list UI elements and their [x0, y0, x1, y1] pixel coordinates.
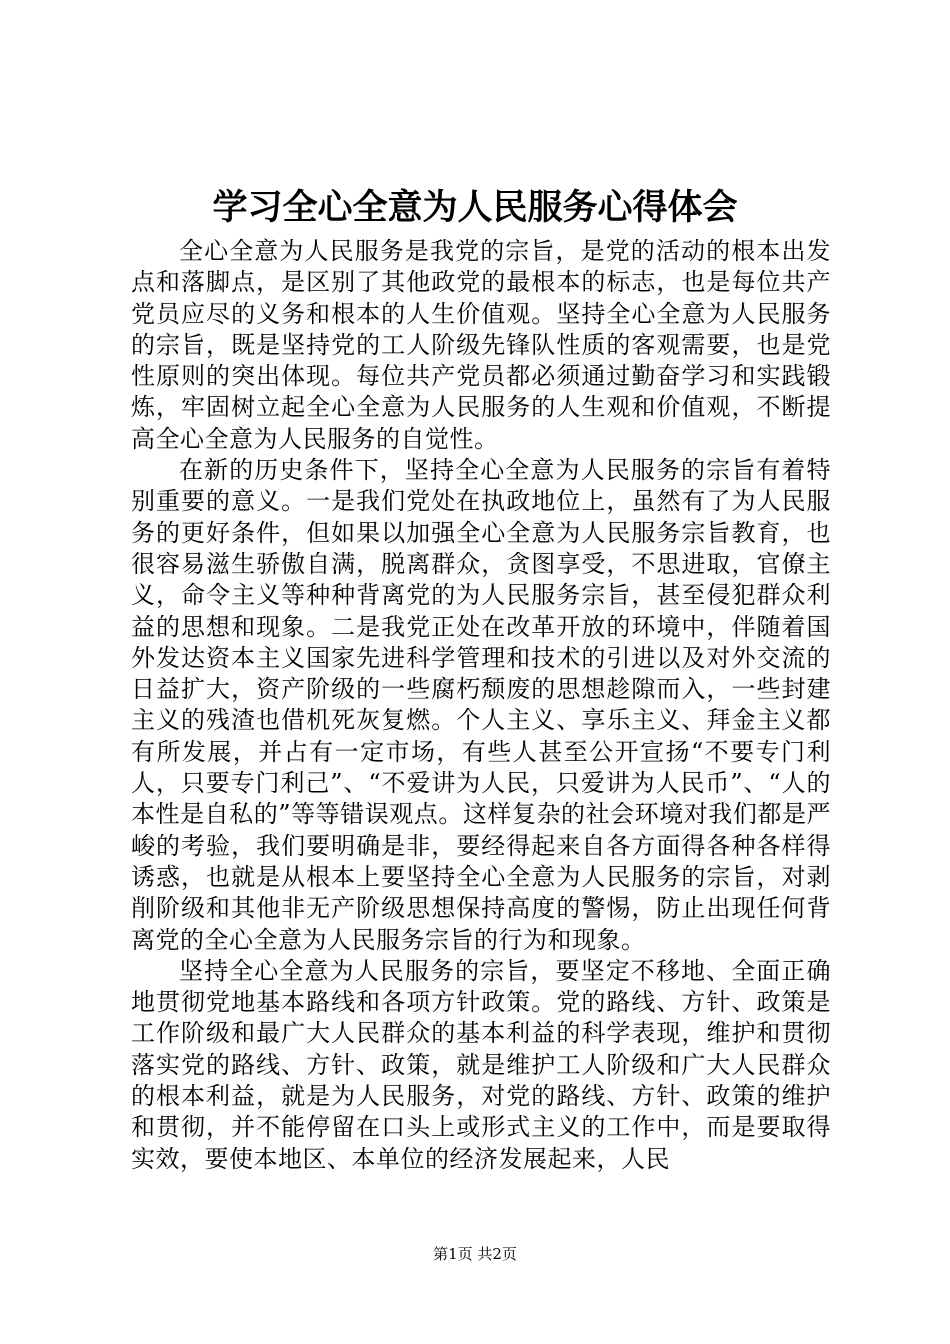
document-title: 学习全心全意为人民服务心得体会	[212, 188, 738, 228]
page-number-footer: 第1页 共2页	[433, 1245, 517, 1263]
document-body	[131, 236, 831, 1175]
paragraph: 全心全意为人民服务是我党的宗旨，是党的活动的根本出发点和落脚点，是区别了其他政党的最根本的标志，也是每位共产党员应尽的义务和根本的人生价值观。坚持全心全意为人民服务的宗旨，既是坚持党的工人阶级先锋队性质的客观需要，也是党性原则的突出体现。每位共产党员都必须通过勤奋学习和实践锻炼，牢固树立起全心全意为人民服务的人生观和价值观，不断提高全心全意为人民服务的自觉性。	[131, 237, 831, 453]
paragraph: 坚持全心全意为人民服务的宗旨，要坚定不移地、全面正确地贯彻党地基本路线和各项方针政策。党的路线、方针、政策是工作阶级和最广大人民群众的基本利益的科学表现，维护和贯彻落实党的路线、方针、政策，就是维护工人阶级和广大人民群众的根本利益，就是为人民服务，对党的路线、方针、政策的维护和贯彻，并不能停留在口头上或形式主义的工作中，而是要取得实效，要使本地区、本单位的经济发展起来，人民	[131, 956, 831, 1173]
paragraph: 在新的历史条件下，坚持全心全意为人民服务的宗旨有着特别重要的意义。一是我们党处在执政地位上，虽然有了为人民服务的更好条件，但如果以加强全心全意为人民服务宗旨教育，也很容易滋生骄傲自满，脱离群众，贪图享受，不思进取，官僚主义，命令主义等种种背离党的为人民服务宗旨，甚至侵犯群众利益的思想和现象。二是我党正处在改革开放的环境中，伴随着国外发达资本主义国家先进科学管理和技术的引进以及对外交流的日益扩大，资产阶级的一些腐朽颓废的思想趁隙而入，一些封建主义的残渣也借机死灰复燃。个人主义、享乐主义、拜金主义都有所发展，并占有一定市场，有些人甚至公开宣扬“不要专门利人，只要专门利己”、“不爱讲为人民，只爱讲为人民币”、“人的本性是自私的”等等错误观点。这样复杂的社会环境对我们都是严峻的考验，我们要明确是非，要经得起来自各方面得各种各样得诱惑，也就是从根本上要坚持全心全意为人民服务的宗旨，对剥削阶级和其他非无产阶级思想保持高度的警惕，防止出现任何背离党的全心全意为人民服务宗旨的行为和现象。	[131, 456, 831, 954]
